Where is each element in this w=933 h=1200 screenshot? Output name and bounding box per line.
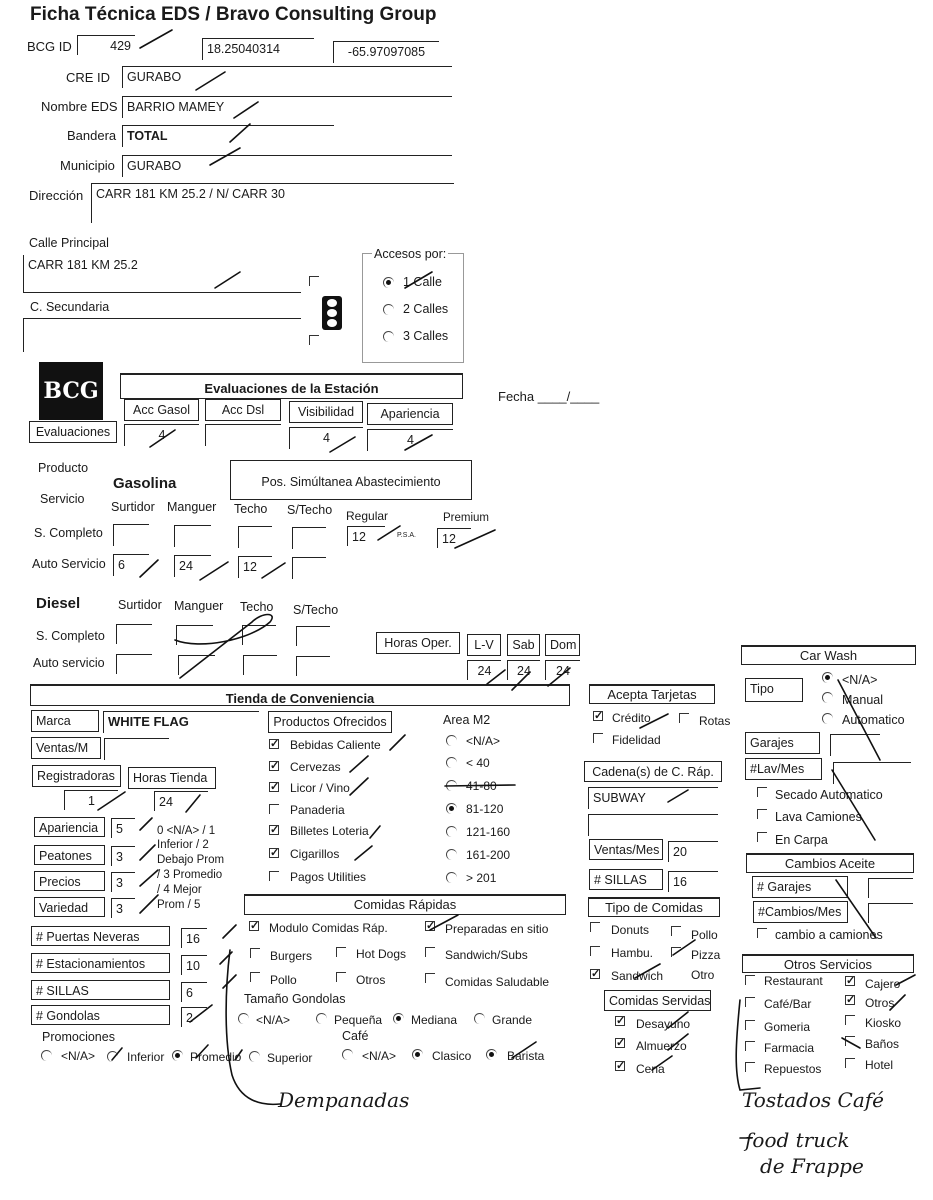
gondola-grande-radio[interactable] [474, 1013, 485, 1024]
regular-label: Regular [346, 509, 389, 523]
cambios-aceite-title: Cambios Aceite [746, 853, 914, 873]
scale-line-5: / 4 Mejor [157, 884, 202, 896]
c-cambios-field[interactable] [868, 903, 913, 923]
cs-desayuno: Desayuno [636, 1017, 691, 1031]
gondola-na: <N/A> [256, 1013, 291, 1027]
area-option: > 201 [466, 871, 497, 885]
producto-label: Billetes Loteria [290, 824, 369, 838]
producto-label: Producto [38, 461, 89, 475]
gas-as-techo[interactable]: 12 [238, 556, 272, 578]
municipio-field[interactable]: GURABO [122, 155, 452, 177]
cadenas-sillas-field[interactable]: 16 [668, 871, 718, 892]
producto-label: Pagos Utilities [290, 870, 367, 884]
os-cafe-checkbox[interactable] [745, 997, 755, 1007]
os-farmacia: Farmacia [764, 1041, 815, 1055]
en-carpa-checkbox[interactable] [757, 832, 767, 842]
gas-as-manguer[interactable]: 24 [174, 555, 211, 577]
tarjeta-fidelidad: Fidelidad [612, 733, 661, 747]
tarjeta-credito: Crédito [612, 711, 651, 725]
scale-line-4: / 3 Promedio [157, 869, 223, 881]
c-cambios-label: #Cambios/Mes [753, 901, 848, 923]
dsl-as-stecho[interactable] [296, 656, 330, 676]
traffic-light-icon [322, 296, 342, 330]
eval-col-acc-dsl: Acc Dsl [205, 399, 281, 421]
en-carpa-label: En Carpa [775, 833, 828, 847]
rating-apariencia-label: Apariencia [34, 817, 105, 837]
cs-cena: Cena [636, 1062, 665, 1076]
cr-modulo-checkbox[interactable]: ✓ [250, 920, 260, 932]
marca-field[interactable]: WHITE FLAG [103, 711, 259, 733]
cr-pollo-checkbox[interactable] [250, 972, 260, 982]
gas-row-scompleto: S. Completo [34, 526, 103, 540]
os-repuestos: Repuestos [764, 1062, 822, 1076]
scale-line-3: Debajo Prom [157, 854, 225, 866]
secado-checkbox[interactable] [757, 787, 767, 797]
lavmes-label: #Lav/Mes [745, 758, 822, 780]
garajes-field[interactable] [830, 734, 880, 756]
dsl-row-scompleto: S. Completo [36, 629, 105, 643]
gas-col-stecho: S/Techo [287, 503, 333, 517]
gas-sc-techo[interactable] [238, 526, 272, 548]
cafe-barista-radio[interactable] [486, 1049, 497, 1060]
os-cajero-checkbox[interactable]: ✓ [846, 975, 856, 987]
carwash-automatico: Automatico [842, 713, 905, 727]
rating-peatones-value[interactable]: 3 [111, 846, 135, 866]
cadenas-field-2[interactable] [588, 814, 718, 836]
count-sillas-value[interactable]: 6 [181, 982, 207, 1002]
evaluaciones-label: Evaluaciones [29, 421, 117, 443]
tc-sandwich-checkbox[interactable]: ✓ [591, 968, 601, 980]
producto-checkbox[interactable]: ✓ [270, 760, 280, 772]
promo-inferior-radio[interactable] [107, 1051, 118, 1062]
gondola-pequena: Pequeña [334, 1013, 383, 1027]
gas-sc-surtidor[interactable] [113, 524, 149, 546]
tc-pizza: Pizza [691, 948, 721, 962]
area-radio[interactable] [446, 803, 457, 814]
horas-dom-value[interactable]: 24 [545, 660, 580, 680]
acc-option-1: 1 Calle [403, 275, 442, 289]
cadenas-ventas-field[interactable]: 20 [668, 841, 718, 862]
comidas-servidas-title: Comidas Servidas [604, 990, 711, 1011]
promo-na-radio[interactable] [41, 1050, 52, 1061]
os-gomeria: Gomeria [764, 1020, 811, 1034]
eval-col-apariencia: Apariencia [367, 403, 453, 425]
area-option: < 40 [466, 756, 490, 770]
cs-almuerzo-checkbox[interactable]: ✓ [616, 1037, 626, 1049]
cs-desayuno-checkbox[interactable]: ✓ [616, 1015, 626, 1027]
secundaria-checkbox[interactable] [309, 335, 319, 345]
horas-tienda-label: Horas Tienda [128, 767, 216, 789]
cr-saludable: Comidas Saludable [445, 975, 550, 989]
dsl-as-techo[interactable] [243, 655, 277, 675]
carwash-tipo-label: Tipo [745, 678, 803, 702]
acc-radio-1[interactable] [383, 277, 394, 288]
productos-title: Productos Ofrecidos [268, 711, 392, 733]
os-restaurant: Restaurant [764, 974, 823, 988]
tarjetas-title: Acepta Tarjetas [589, 684, 715, 704]
bandera-field[interactable]: TOTAL [122, 125, 334, 147]
calle-principal-field[interactable]: CARR 181 KM 25.2 [23, 255, 301, 293]
os-restaurant-checkbox[interactable] [745, 975, 755, 985]
secado-label: Secado Automatico [775, 788, 883, 802]
cafe-clasico-radio[interactable] [412, 1049, 423, 1060]
area-option: <N/A> [466, 734, 501, 748]
gondola-mediana: Mediana [411, 1013, 458, 1027]
bcg-id-label: BCG ID [27, 39, 72, 54]
ventas-field[interactable] [104, 738, 169, 760]
carwash-title: Car Wash [741, 645, 916, 665]
gasolina-title: Gasolina [113, 475, 177, 492]
ventas-label: Ventas/M [31, 737, 101, 759]
dsl-col-stecho: S/Techo [293, 603, 339, 617]
tc-donuts-checkbox[interactable] [590, 922, 600, 932]
cr-otros: Otros [356, 973, 386, 987]
premium-field[interactable]: 12 [437, 528, 471, 548]
dsl-col-manguer: Manguer [174, 599, 224, 613]
tc-pollo-checkbox[interactable] [671, 926, 681, 936]
acc-radio-3[interactable] [383, 331, 394, 342]
rating-variedad-value[interactable]: 3 [111, 898, 135, 918]
dsl-as-surtidor[interactable] [116, 654, 152, 674]
lava-camiones-label: Lava Camiones [775, 810, 862, 824]
promo-superior-radio[interactable] [249, 1051, 260, 1062]
cr-burgers: Burgers [270, 949, 313, 963]
gas-col-surtidor: Surtidor [111, 500, 155, 514]
diesel-title: Diesel [36, 595, 81, 612]
c-garajes-label: # Garajes [752, 876, 848, 898]
area-radio[interactable] [446, 735, 457, 746]
tc-pizza-checkbox[interactable] [671, 947, 681, 957]
os-hotel-checkbox[interactable] [845, 1058, 855, 1068]
dsl-sc-manguer[interactable] [176, 625, 213, 645]
area-radio[interactable] [446, 849, 457, 860]
carwash-manual: Manual [842, 693, 883, 707]
garajes-label: Garajes [745, 732, 820, 754]
municipio-label: Municipio [60, 158, 115, 173]
dsl-sc-surtidor[interactable] [116, 624, 152, 644]
bcg-id-field[interactable]: 429 [77, 35, 135, 55]
c-garajes-field[interactable] [868, 878, 913, 898]
count-puertas-label: # Puertas Neveras [31, 926, 170, 946]
producto-label: Bebidas Caliente [290, 738, 381, 752]
os-otros: Otros [865, 996, 895, 1010]
calle-secundaria-field[interactable] [23, 318, 301, 352]
os-cajero: Cajero [865, 977, 901, 991]
principal-checkbox[interactable] [309, 276, 319, 286]
rating-precios-label: Precios [34, 871, 105, 891]
area-radio[interactable] [446, 872, 457, 883]
calle-principal-label: Calle Principal [29, 236, 109, 250]
os-kiosko-checkbox[interactable] [845, 1015, 855, 1025]
area-option: 121-160 [466, 825, 511, 839]
direccion-label: Dirección [29, 188, 84, 203]
eval-apariencia-value[interactable]: 4 [367, 429, 453, 451]
tc-otro: Otro [691, 968, 715, 982]
rating-variedad-label: Variedad [34, 897, 105, 917]
dsl-col-surtidor: Surtidor [118, 598, 162, 612]
cs-almuerzo: Almuerzo [636, 1039, 687, 1053]
longitude-field[interactable]: -65.97097085 [333, 41, 439, 63]
cr-otros-checkbox[interactable] [336, 972, 346, 982]
area-option: 41-80 [466, 779, 497, 793]
count-puertas-value[interactable]: 16 [181, 928, 207, 948]
cr-modulo: Modulo Comidas Ráp. [269, 921, 388, 935]
cafe-barista: Barista [507, 1049, 545, 1063]
area-radio[interactable] [446, 757, 457, 768]
carwash-automatico-radio[interactable] [822, 713, 833, 724]
acc-option-2: 2 Calles [403, 302, 449, 316]
producto-checkbox[interactable] [269, 871, 279, 881]
os-banos-checkbox[interactable] [845, 1036, 855, 1046]
note-tostados: Tostados Café [742, 1088, 884, 1112]
cadenas-title: Cadena(s) de C. Ráp. [584, 761, 722, 782]
gas-sc-manguer[interactable] [174, 525, 211, 547]
horas-col-lv: L-V [467, 634, 501, 656]
direccion-field[interactable]: CARR 181 KM 25.2 / N/ CARR 30 [91, 183, 454, 223]
producto-checkbox[interactable]: ✓ [270, 738, 280, 750]
tc-donuts: Donuts [611, 923, 650, 937]
latitude-field[interactable]: 18.25040314 [202, 38, 314, 60]
dsl-col-techo: Techo [240, 600, 274, 614]
cs-cena-checkbox[interactable]: ✓ [616, 1060, 626, 1072]
tarjeta-fidelidad-checkbox[interactable] [593, 733, 603, 743]
promo-superior: Superior [267, 1051, 313, 1065]
fecha-label: Fecha ____/____ [498, 389, 600, 404]
cafe-title: Café [342, 1029, 369, 1043]
area-option: 81-120 [466, 802, 504, 816]
lavmes-field[interactable] [833, 762, 911, 784]
gas-as-surtidor[interactable]: 6 [113, 554, 149, 576]
horas-sab-value[interactable]: 24 [507, 660, 540, 680]
cafe-na-radio[interactable] [342, 1049, 353, 1060]
otros-servicios-title: Otros Servicios [742, 954, 914, 973]
count-estacionamientos-value[interactable]: 10 [181, 955, 207, 975]
gas-col-manguer: Manguer [167, 500, 217, 514]
tarjeta-rotas: Rotas [699, 714, 731, 728]
carwash-na-radio[interactable] [822, 672, 833, 683]
lava-camiones-checkbox[interactable] [757, 809, 767, 819]
cr-hotdogs-checkbox[interactable] [336, 947, 346, 957]
cr-burgers-checkbox[interactable] [250, 948, 260, 958]
tarjeta-rotas-checkbox[interactable] [679, 713, 689, 723]
cambio-camiones-label: cambio a camiones [775, 928, 883, 942]
os-hotel: Hotel [865, 1058, 894, 1072]
tc-pollo: Pollo [691, 928, 718, 942]
rating-peatones-label: Peatones [34, 845, 105, 865]
eval-acc-dsl-value[interactable] [205, 424, 281, 446]
marca-label: Marca [31, 710, 99, 732]
tienda-title: Tienda de Conveniencia [30, 684, 570, 706]
producto-label: Cigarillos [290, 847, 340, 861]
os-banos: Baños [865, 1037, 900, 1051]
os-farmacia-checkbox[interactable] [745, 1041, 755, 1051]
dsl-as-manguer[interactable] [178, 655, 215, 675]
registradoras-field[interactable]: 1 [64, 790, 118, 810]
eval-acc-gasol-value[interactable]: 4 [124, 424, 199, 446]
eval-visibilidad-value[interactable]: 4 [289, 427, 363, 449]
cr-preparadas-checkbox[interactable]: ✓ [426, 920, 436, 932]
promo-inferior: Inferior [127, 1050, 165, 1064]
cadenas-field[interactable]: SUBWAY [588, 787, 718, 809]
note-food-truck: food truck [745, 1128, 850, 1152]
cr-saludable-checkbox[interactable] [425, 973, 435, 983]
premium-label: Premium [443, 512, 490, 524]
evaluaciones-title: Evaluaciones de la Estación [120, 373, 463, 399]
count-gondolas-label: # Gondolas [31, 1005, 170, 1025]
dsl-row-autoservicio: Auto servicio [33, 656, 105, 670]
count-sillas-label: # SILLAS [31, 980, 170, 1000]
horas-lv-value[interactable]: 24 [467, 660, 501, 680]
cre-id-label: CRE ID [66, 70, 111, 85]
acc-option-3: 3 Calles [403, 329, 449, 343]
tc-sandwich: Sandwich [611, 969, 664, 983]
cafe-clasico: Clasico [432, 1049, 472, 1063]
area-radio[interactable] [446, 826, 457, 837]
gas-row-autoservicio: Auto Servicio [32, 557, 106, 571]
cafe-na: <N/A> [362, 1049, 397, 1063]
cr-preparadas: Preparadas en sitio [445, 922, 549, 936]
promo-promedio: Promedio [190, 1050, 242, 1064]
cre-id-field[interactable]: GURABO [122, 66, 452, 88]
nombre-label: Nombre EDS [41, 99, 118, 114]
bcg-logo: BCG [39, 362, 103, 420]
scale-line-6: Prom / 5 [157, 899, 201, 911]
horas-col-sab: Sab [507, 634, 540, 656]
gas-sc-stecho[interactable] [292, 527, 326, 549]
regular-field[interactable]: 12 [347, 526, 385, 546]
producto-label: Cervezas [290, 760, 341, 774]
accesos-label: Accesos por: [374, 247, 447, 261]
horas-col-dom: Dom [545, 634, 580, 656]
cadenas-ventas-label: Ventas/Mes [589, 839, 663, 860]
producto-checkbox[interactable] [269, 804, 279, 814]
note-frappe: de Frappe [760, 1154, 864, 1178]
dsl-sc-stecho[interactable] [296, 626, 330, 646]
gas-as-stecho[interactable] [292, 557, 326, 579]
os-repuestos-checkbox[interactable] [745, 1062, 755, 1072]
os-cafe: Café/Bar [764, 997, 812, 1011]
gondola-mediana-radio[interactable] [393, 1013, 404, 1024]
registradoras-label: Registradoras [32, 765, 121, 787]
cr-hotdogs: Hot Dogs [356, 947, 407, 961]
pos-simultanea-header: Pos. Simúltanea Abastecimiento [230, 460, 472, 500]
producto-checkbox[interactable]: ✓ [270, 824, 280, 836]
os-kiosko: Kiosko [865, 1016, 902, 1030]
nombre-field[interactable]: BARRIO MAMEY [122, 96, 452, 118]
cadenas-sillas-label: # SILLAS [589, 869, 663, 890]
cambio-camiones-checkbox[interactable] [757, 928, 767, 938]
note-empanadas: Dempanadas [278, 1088, 410, 1112]
area-option: 161-200 [466, 848, 511, 862]
os-otros-checkbox[interactable]: ✓ [846, 994, 856, 1006]
tc-hambu-checkbox[interactable] [590, 946, 600, 956]
servicio-label: Servicio [40, 492, 85, 506]
rating-precios-value[interactable]: 3 [111, 872, 135, 892]
cr-sandwich: Sandwich/Subs [445, 948, 528, 962]
scale-line-2: Inferior / 2 [157, 839, 209, 851]
area-radio[interactable] [446, 780, 457, 791]
promo-na: <N/A> [61, 1049, 96, 1063]
producto-checkbox[interactable]: ✓ [270, 847, 280, 859]
eval-col-visibilidad: Visibilidad [289, 401, 363, 423]
gas-col-techo: Techo [234, 502, 268, 516]
dsl-sc-techo[interactable] [242, 625, 276, 645]
eval-col-acc-gasol: Acc Gasol [124, 399, 199, 421]
gondola-pequena-radio[interactable] [316, 1013, 327, 1024]
horas-tienda-field[interactable]: 24 [154, 791, 208, 811]
tc-hambu: Hambu. [611, 946, 654, 960]
carwash-manual-radio[interactable] [822, 692, 833, 703]
gondolas-title: Tamaño Gondolas [244, 992, 346, 1006]
rating-apariencia-value[interactable]: 5 [111, 818, 135, 838]
tipo-comidas-title: Tipo de Comidas [588, 897, 720, 917]
count-estacionamientos-label: # Estacionamientos [31, 953, 170, 973]
count-gondolas-value[interactable]: 2 [181, 1007, 207, 1027]
producto-label: Licor / Vino [290, 781, 350, 795]
tarjeta-credito-checkbox[interactable]: ✓ [594, 710, 604, 722]
acc-radio-2[interactable] [383, 304, 394, 315]
calle-secundaria-label: C. Secundaria [30, 300, 110, 314]
comidas-rapidas-title: Comidas Rápidas [244, 894, 566, 915]
cr-pollo: Pollo [270, 973, 297, 987]
psa-label: P.S.A. [397, 532, 416, 539]
carwash-na: <N/A> [842, 673, 878, 687]
producto-checkbox[interactable]: ✓ [270, 781, 280, 793]
gondola-na-radio[interactable] [238, 1013, 249, 1024]
horas-oper-label: Horas Oper. [376, 632, 460, 654]
scale-line-1: 0 <N/A> / 1 [157, 825, 216, 837]
gondola-grande: Grande [492, 1013, 533, 1027]
promociones-label: Promociones [42, 1030, 115, 1044]
os-gomeria-checkbox[interactable] [745, 1020, 755, 1030]
bandera-label: Bandera [67, 128, 117, 143]
form-title: Ficha Técnica EDS / Bravo Consulting Group [30, 4, 437, 25]
producto-label: Panaderia [290, 803, 345, 817]
cr-sandwich-checkbox[interactable] [425, 947, 435, 957]
promo-promedio-radio[interactable] [172, 1050, 183, 1061]
area-title: Area M2 [443, 713, 491, 727]
